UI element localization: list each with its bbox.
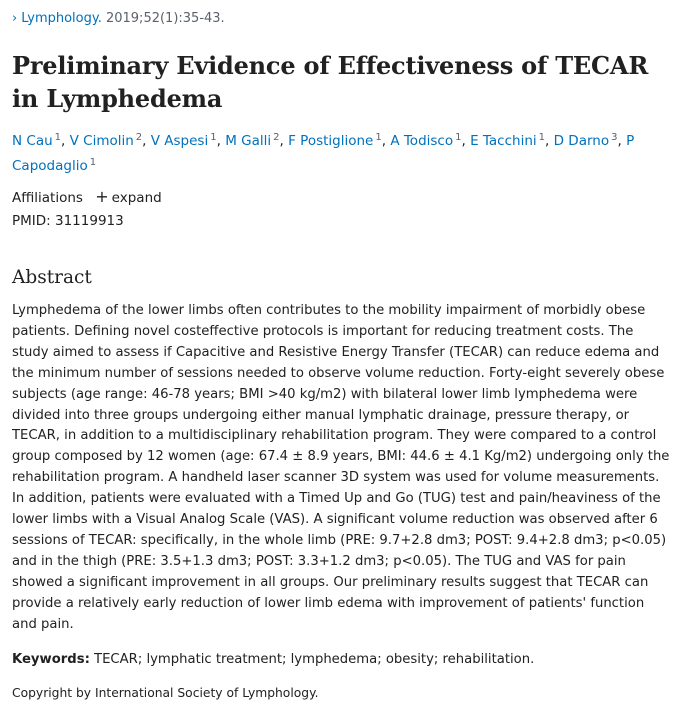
author-separator: , [61,133,70,149]
abstract-heading: Abstract [12,267,92,288]
author-separator: , [216,133,226,149]
author-item [554,133,618,149]
citation-line [12,10,671,28]
author-separator: , [461,133,471,149]
author-link[interactable]: M Galli [225,133,272,149]
author-item [225,133,279,149]
affiliations-row [12,187,671,208]
author-separator: , [617,133,627,149]
author-item [288,133,382,149]
author-item [470,133,545,149]
author-affiliation-number[interactable]: 3 [611,132,618,143]
keywords-text: TECAR; lymphatic treatment; lymphedema; obesity; rehabilitation. [89,651,535,667]
journal-link[interactable]: Lymphology. [21,11,102,26]
author-link[interactable]: V Aspesi [150,133,209,149]
author-affiliation-number[interactable]: 1 [375,132,382,143]
plus-icon: + [95,187,109,206]
author-affiliation-number[interactable]: 2 [135,132,143,143]
pmid: PMID: 31119913 [12,213,124,229]
article-title: Preliminary Evidence of Effectiveness of TECAR in Lymphedema [12,51,649,113]
expand-label: expand [111,190,162,206]
author-link[interactable]: D Darno [553,133,610,149]
author-link[interactable]: A Todisco [390,133,454,149]
author-affiliation-number[interactable]: 1 [54,132,62,143]
author-link[interactable]: E Tacchini [470,133,537,149]
author-separator: , [142,133,151,149]
keywords-row [12,650,671,670]
expand-affiliations-button[interactable] [95,187,162,206]
author-affiliation-number[interactable]: 2 [273,132,280,143]
author-link[interactable]: P Capodaglio [12,133,635,174]
author-affiliation-number[interactable]: 1 [455,132,462,143]
author-link[interactable]: V Cimolin [69,133,134,149]
author-separator: , [381,133,391,149]
authors-list [12,127,671,177]
affiliations-label: Affiliations [12,190,83,206]
author-affiliation-number[interactable]: 1 [210,132,217,143]
author-item [390,133,461,149]
keywords-label: Keywords: [12,651,90,667]
author-link[interactable]: F Postiglione [288,133,374,149]
citation-details: 2019;52(1):35-43. [101,11,225,26]
author-item [70,133,143,149]
author-link[interactable]: N Cau [12,133,53,149]
author-affiliation-number[interactable]: 1 [89,157,97,168]
author-separator: , [545,133,554,149]
copyright-notice: Copyright by International Society of Lymphology. [12,685,319,700]
chevron-right-icon[interactable]: › [12,11,18,26]
author-item [151,133,217,149]
author-affiliation-number[interactable]: 1 [538,132,546,143]
abstract-text: Lymphedema of the lower limbs often contributes to the mobility impairment of morbidly obese patients. Defining novel costeffective protocols is important for reducing treatment costs. The study aimed to assess if Capacitive and Resistive Energy Transfer (TECAR) can reduce edema and the minimum number of sessions needed to observe volume reduction. Forty-eight severely obese subjects (age range: 46-78 years; BMI >40 kg/m2) with bilateral lower limb lymphedema were divided into three groups undergoing either manual lymphatic drainage, pressure therapy, or TECAR, in addition to a multidisciplinary rehabilitation program. They were compared to a control group composed by 12 women (age: 67.4 ± 8.9 years, BMI: 44.6 ± 4.1 Kg/m2) undergoing only the rehabilitation program. A handheld laser scanner 3D system was used for volume measurements. In addition, patients were evaluated with a Timed Up and Go (TUG) test and pain/heaviness of the lower limbs with a Visual Analog Scale (VAS). A significant volume reduction was observed after 6 sessions of TECAR: specifically, in the whole limb (PRE: 9.7+2.8 dm3; POST: 9.4+2.8 dm3; p<0.05) and in the thigh (PRE: 3.5+1.3 dm3; POST: 3.3+1.2 dm3; p<0.05). The TUG and VAS for pain showed a significant improvement in all groups. Our preliminary results suggest that TECAR can provide a relatively early reduction of lower limb edema with improvement of patients' function and pain. [12,303,670,632]
author-item [12,133,61,149]
author-separator: , [279,133,289,149]
